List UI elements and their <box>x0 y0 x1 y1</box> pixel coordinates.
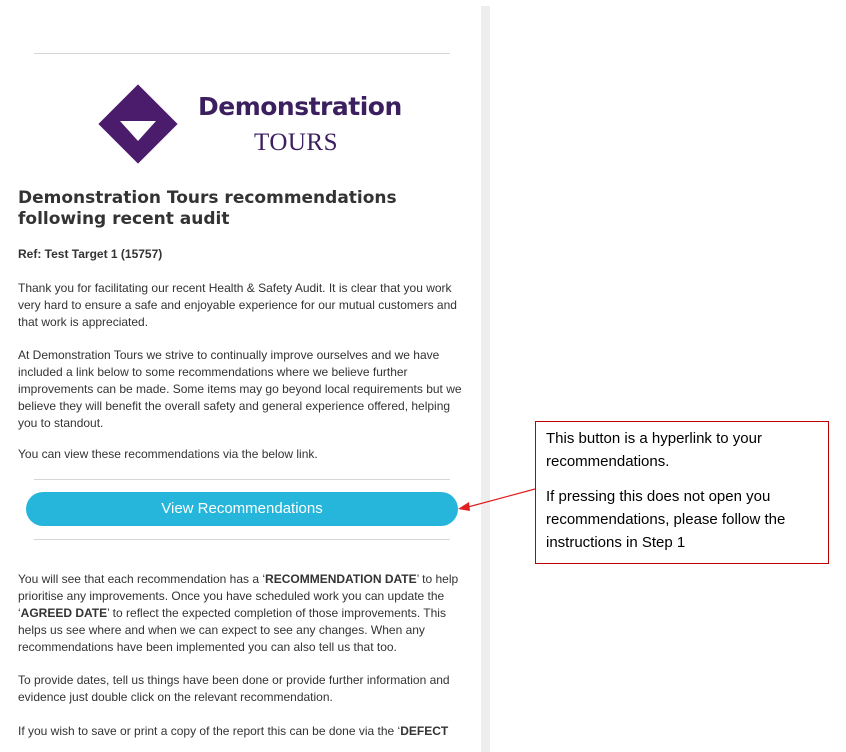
button-top-divider <box>34 479 450 480</box>
paragraph-dates-text-2: ’ to help prioritise any improvements. Once you have scheduled work you can update the ‘ <box>18 572 459 620</box>
defect-label: DEFECT <box>400 724 449 738</box>
logo-word-tours: TOURS <box>254 129 339 156</box>
paragraph-dates-text-3: ’ to reflect the expected completion of those improvements. This helps us see where and when we can expect to see any changes. When any recommendations have been implemented you can also tell us that too. <box>18 606 446 654</box>
paragraph-thanks: Thank you for facilitating our recent Health & Safety Audit. It is clear that you work very hard to ensure a safe and enjoyable experience for our mutual customers and that work is appreciated. <box>18 281 457 329</box>
paragraph-view-link: You can view these recommendations via the below link. <box>18 447 318 461</box>
callout-line-instructions: If pressing this does not open you recommendations, please follow the instructions in Step 1 <box>546 488 786 551</box>
paragraph-save-print-text: If you wish to save or print a copy of the report this can be done via the ‘ <box>18 724 401 738</box>
paragraph-dates <box>18 571 470 656</box>
agreed-date-label: AGREED DATE <box>20 606 108 620</box>
annotation-callout <box>535 421 829 564</box>
paragraph-improvement: At Demonstration Tours we strive to continually improve ourselves and we have included a link below to some recommendations where we believe further improvements can be made. Some items may go beyond local requirements but we believe they will benefit the overall safety and general experience offered, helping you to standout. <box>18 348 462 430</box>
paragraph-dates-text-1: You will see that each recommendation has a ‘ <box>18 572 266 586</box>
recommendation-date-label: RECOMMENDATION DATE <box>265 572 417 586</box>
demonstration-tours-logo <box>86 83 402 165</box>
email-scroll-gutter <box>481 6 490 752</box>
button-bottom-divider <box>34 539 450 540</box>
reference-line: Ref: Test Target 1 (15757) <box>18 247 163 261</box>
paragraph-save-print <box>18 723 470 740</box>
paragraph-double-click: To provide dates, tell us things have been done or provide further information and evidence just double click on the relevant recommendation. <box>18 673 450 704</box>
view-recommendations-button[interactable]: View Recommendations <box>26 492 458 526</box>
email-heading: Demonstration Tours recommendations following recent audit <box>18 188 397 229</box>
logo-word-demonstration: Demonstration <box>198 92 402 121</box>
triangle-logo-icon <box>120 121 156 141</box>
top-divider <box>34 53 450 54</box>
callout-line-hyperlink: This button is a hyperlink to your recommendations. <box>546 430 762 470</box>
